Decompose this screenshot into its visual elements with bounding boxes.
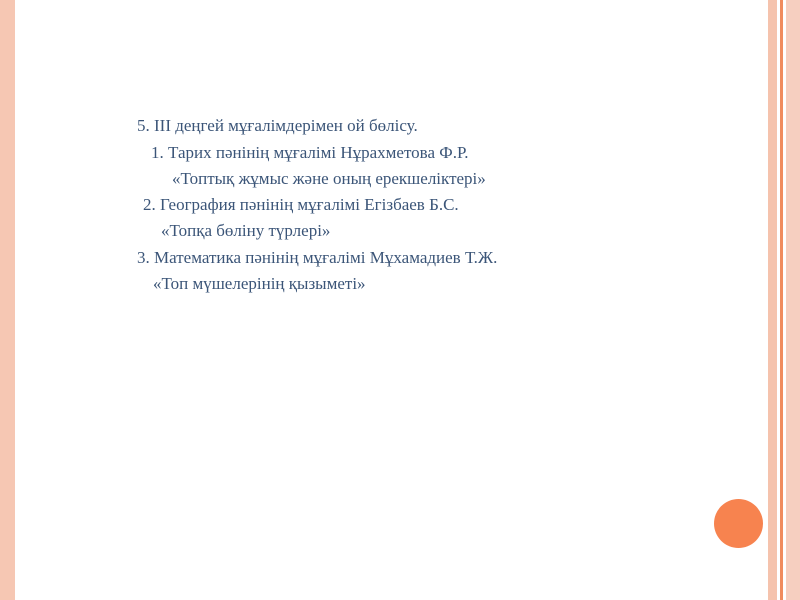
slide-heading: 5. ІІІ деңгей мұғалімдерімен ой бөлісу. [137, 116, 418, 135]
list-item-2-topic: «Топқа бөліну түрлері» [161, 221, 331, 240]
list-item-3-topic: «Топ мүшелерінің қызыметі» [153, 274, 366, 293]
list-item-1: 1. Тарих пәнінің мұғалімі Нұрахметова Ф.Р. [151, 143, 469, 162]
list-item-1-topic: «Топтық жұмыс және оның ерекшеліктері» [172, 169, 486, 188]
list-item-2: 2. География пәнінің мұғалімі Егізбаев Б.С. [143, 195, 459, 214]
list-item-3: 3. Математика пәнінің мұғалімі Мұхамадиев Т.Ж. [137, 248, 498, 267]
